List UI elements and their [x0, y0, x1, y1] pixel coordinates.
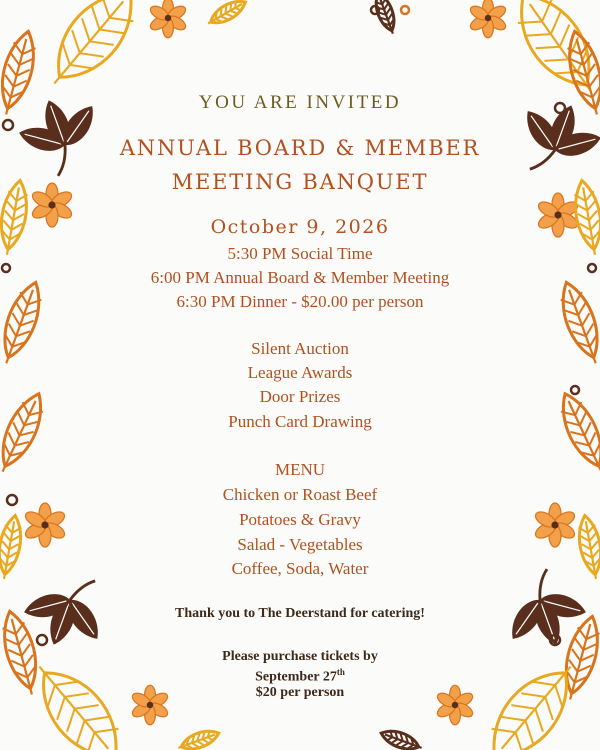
- event-title-line2: MEETING BANQUET: [171, 170, 429, 194]
- tickets-deadline-intro: Please purchase tickets by: [222, 649, 378, 664]
- activity-league-awards: League Awards: [247, 363, 353, 382]
- activity-punch-card: Punch Card Drawing: [228, 412, 372, 431]
- activity-silent-auction: Silent Auction: [251, 339, 349, 358]
- menu-heading: MENU: [274, 460, 326, 479]
- event-title-line1: ANNUAL BOARD & MEMBER: [119, 136, 481, 160]
- tickets-deadline-date: [0, 667, 600, 686]
- tickets-date-suffix: th: [336, 667, 345, 677]
- menu-item-entree: Chicken or Roast Beef: [222, 485, 378, 504]
- schedule-meeting: 6:00 PM Annual Board & Member Meeting: [150, 268, 450, 287]
- tickets-date-text: September 27: [255, 669, 337, 685]
- menu-item-drinks: Coffee, Soda, Water: [231, 559, 369, 578]
- event-date: October 9, 2026: [210, 216, 390, 238]
- schedule-social-time: 5:30 PM Social Time: [227, 244, 373, 263]
- schedule-dinner: 6:30 PM Dinner - $20.00 per person: [176, 292, 424, 311]
- tickets-price: $20 per person: [255, 685, 345, 700]
- catering-thanks: Thank you to The Deerstand for catering!: [175, 606, 425, 621]
- activity-door-prizes: Door Prizes: [259, 387, 341, 406]
- invited-heading: YOU ARE INVITED: [198, 92, 402, 113]
- menu-item-potatoes: Potatoes & Gravy: [239, 510, 361, 529]
- menu-item-salad: Salad - Vegetables: [237, 535, 363, 554]
